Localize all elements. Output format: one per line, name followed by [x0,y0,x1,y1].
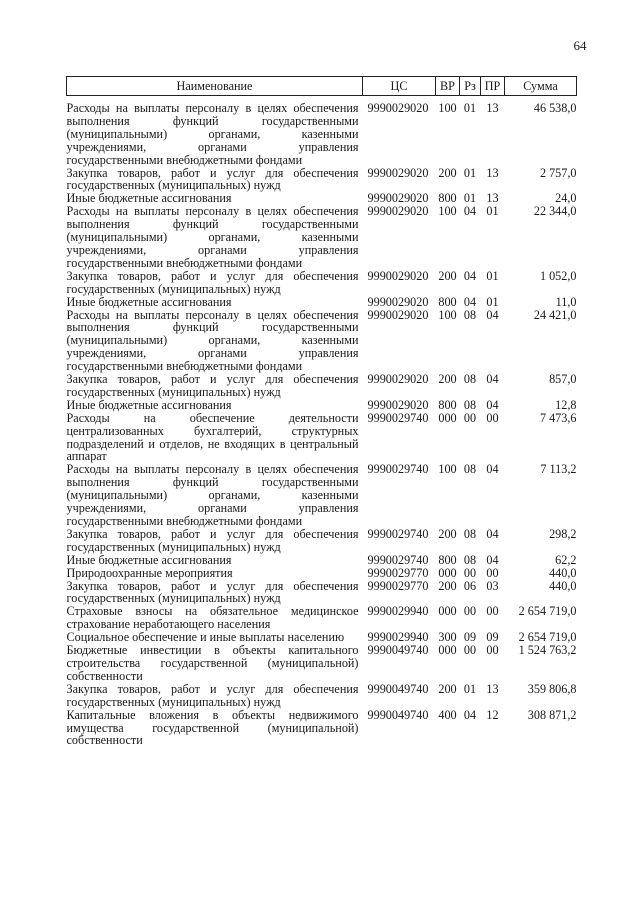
row-vr-code: 800 [438,191,457,206]
row-pr-code: 13 [486,681,499,696]
row-sum: 22 344,0 [533,204,577,219]
row-vr-code: 200 [438,681,457,696]
row-name: Закупка товаров, работ и услуг для обеспечения государственных (муниципальных) нужд [66,526,359,554]
row-name: Расходы на обеспечение деятельности централизованных бухгалтерий, структурных подразделений и отделов, не входящих в центральный аппарат [66,410,359,464]
header-cs: ЦС [363,77,436,96]
table-row [67,167,577,193]
row-cs-code: 9990029740 [367,526,429,541]
row-cs-code: 9990029020 [367,191,429,206]
row-rz-code: 01 [463,191,477,206]
row-sum: 308 871,2 [527,707,577,722]
row-cs-code: 9990029770 [367,578,429,593]
table-row [67,463,577,528]
row-rz-code: 00 [463,643,477,658]
table-row [67,309,577,374]
row-rz-code: 04 [463,707,477,722]
table-row [67,709,577,748]
row-cs-code: 9990029020 [367,397,429,412]
table-row [67,580,577,606]
row-pr-code: 04 [486,307,499,322]
row-vr-code: 000 [438,604,457,619]
row-sum: 359 806,8 [527,681,577,696]
table-body [67,102,577,747]
table-row [67,205,577,270]
row-rz-code: 00 [463,565,477,580]
row-pr-code: 12 [486,707,499,722]
row-cs-code: 9990029940 [367,630,429,645]
row-pr-code: 04 [486,526,499,541]
table-header-row [67,77,577,96]
row-rz-code: 04 [463,268,477,283]
row-name: Бюджетные инвестиции в объекты капитального строительства государственной (муниципальной) собственности [66,643,359,683]
row-cs-code: 9990029020 [367,268,429,283]
row-vr-code: 800 [438,294,457,309]
row-cs-code: 9990049740 [367,681,429,696]
table-row [67,554,577,567]
row-vr-code: 200 [438,372,457,387]
row-pr-code: 00 [486,604,499,619]
row-rz-code: 08 [463,462,477,477]
row-sum: 440,0 [549,565,577,580]
row-vr-code: 200 [438,165,457,180]
row-rz-code: 08 [463,552,477,567]
row-vr-code: 400 [438,707,457,722]
table-row [67,567,577,580]
header-sum: Сумма [505,77,577,96]
row-rz-code: 08 [463,397,477,412]
row-rz-code: 06 [463,578,477,593]
row-pr-code: 03 [486,578,499,593]
row-name: Иные бюджетные ассигнования [66,397,232,412]
header-rz: Рз [460,77,481,96]
row-pr-code: 13 [486,101,499,115]
row-vr-code: 200 [438,578,457,593]
row-rz-code: 09 [463,630,477,645]
table-row [67,605,577,631]
table-row [67,683,577,709]
row-sum: 298,2 [549,526,577,541]
row-cs-code: 9990029770 [367,565,429,580]
row-sum: 1 052,0 [539,268,577,283]
row-name: Иные бюджетные ассигнования [66,552,232,567]
row-cs-code: 9990029020 [367,372,429,387]
row-pr-code: 13 [486,165,499,180]
row-sum: 440,0 [549,578,577,593]
row-pr-code: 01 [486,204,499,219]
row-vr-code: 100 [438,204,457,219]
row-name: Расходы на выплаты персоналу в целях обеспечения выполнения функций государственными (муниципальными) органами, казенными учреждениями, органами управления государственными внебюджетными фондами [66,307,359,374]
row-sum: 24,0 [555,191,577,206]
table-row [67,296,577,309]
header-vr: ВР [436,77,460,96]
row-vr-code: 000 [438,643,457,658]
row-cs-code: 9990029740 [367,410,429,425]
row-sum: 2 654 719,0 [518,604,577,619]
row-rz-code: 01 [463,101,477,115]
row-cs-code: 9990029940 [367,604,429,619]
row-vr-code: 800 [438,552,457,567]
header-pr: ПР [481,77,505,96]
row-sum: 7 473,6 [539,410,577,425]
table-row [67,412,577,464]
page-number: 64 [573,38,587,53]
row-vr-code: 000 [438,565,457,580]
row-vr-code: 200 [438,268,457,283]
row-vr-code: 100 [438,307,457,322]
row-rz-code: 08 [463,372,477,387]
row-pr-code: 00 [486,565,499,580]
row-pr-code: 09 [486,630,499,645]
header-name: Наименование [67,77,363,96]
row-name: Закупка товаров, работ и услуг для обеспечения государственных (муниципальных) нужд [66,372,359,399]
table-row [67,373,577,399]
row-vr-code: 100 [438,101,457,115]
row-name: Закупка товаров, работ и услуг для обеспечения государственных (муниципальных) нужд [66,268,359,296]
row-cs-code: 9990029740 [367,552,429,567]
row-vr-code: 100 [438,462,457,477]
row-name: Социальное обеспечение и иные выплаты населению [66,630,345,645]
row-rz-code: 04 [463,204,477,219]
row-name: Иные бюджетные ассигнования [66,191,232,206]
row-rz-code: 08 [463,307,477,322]
row-cs-code: 9990029020 [367,204,429,219]
row-name: Закупка товаров, работ и услуг для обеспечения государственных (муниципальных) нужд [66,578,359,606]
row-pr-code: 04 [486,397,499,412]
row-name: Закупка товаров, работ и услуг для обеспечения государственных (муниципальных) нужд [66,165,359,193]
row-name: Иные бюджетные ассигнования [66,294,232,309]
row-sum: 12,8 [555,397,577,412]
row-name: Природоохранные мероприятия [66,565,233,580]
row-name: Расходы на выплаты персоналу в целях обеспечения выполнения функций государственными (муниципальными) органами, казенными учреждениями, органами управления государственными внебюджетными фондами [66,462,359,528]
row-cs-code: 9990049740 [367,643,429,658]
row-sum: 24 421,0 [533,307,577,322]
row-pr-code: 04 [486,552,499,567]
row-rz-code: 08 [463,526,477,541]
row-pr-code: 00 [486,643,499,658]
row-name: Закупка товаров, работ и услуг для обеспечения государственных (муниципальных) нужд [66,681,359,709]
row-pr-code: 04 [486,372,499,387]
row-pr-code: 04 [486,462,499,477]
row-rz-code: 01 [463,165,477,180]
row-cs-code: 9990029020 [367,165,429,180]
row-vr-code: 000 [438,410,457,425]
row-vr-code: 300 [438,630,457,645]
table-row [67,528,577,554]
budget-table [66,76,577,747]
row-cs-code: 9990029740 [367,462,429,477]
row-name: Страховые взносы на обязательное медицинское страхование неработающего населения [66,604,359,632]
table-row [67,102,577,167]
row-pr-code: 13 [486,191,499,206]
row-rz-code: 00 [463,410,477,425]
row-vr-code: 800 [438,397,457,412]
row-rz-code: 00 [463,604,477,619]
row-pr-code: 01 [486,294,499,309]
table-row [67,399,577,412]
row-vr-code: 200 [438,526,457,541]
row-sum: 46 538,0 [533,101,577,115]
row-cs-code: 9990029020 [367,101,429,115]
row-cs-code: 9990049740 [367,707,429,722]
row-rz-code: 01 [463,681,477,696]
row-sum: 2 654 719,0 [518,630,577,645]
row-cs-code: 9990029020 [367,294,429,309]
row-name: Расходы на выплаты персоналу в целях обеспечения выполнения функций государственными (муниципальными) органами, казенными учреждениями, органами управления государственными внебюджетными фондами [66,204,359,270]
row-sum: 62,2 [555,552,577,567]
table-row [67,270,577,296]
row-sum: 857,0 [549,372,577,387]
row-pr-code: 01 [486,268,499,283]
row-rz-code: 04 [463,294,477,309]
row-cs-code: 9990029020 [367,307,429,322]
row-name: Расходы на выплаты персоналу в целях обеспечения выполнения функций государственными (муниципальными) органами, казенными учреждениями, органами управления государственными внебюджетными фондами [66,101,359,167]
row-sum: 2 757,0 [539,165,577,180]
row-pr-code: 00 [486,410,499,425]
row-sum: 1 524 763,2 [518,643,577,658]
row-sum: 11,0 [555,294,577,309]
table-row [67,644,577,683]
row-name: Капитальные вложения в объекты недвижимого имущества государственной (муниципальной) собственности [66,707,359,748]
row-sum: 7 113,2 [540,462,577,477]
